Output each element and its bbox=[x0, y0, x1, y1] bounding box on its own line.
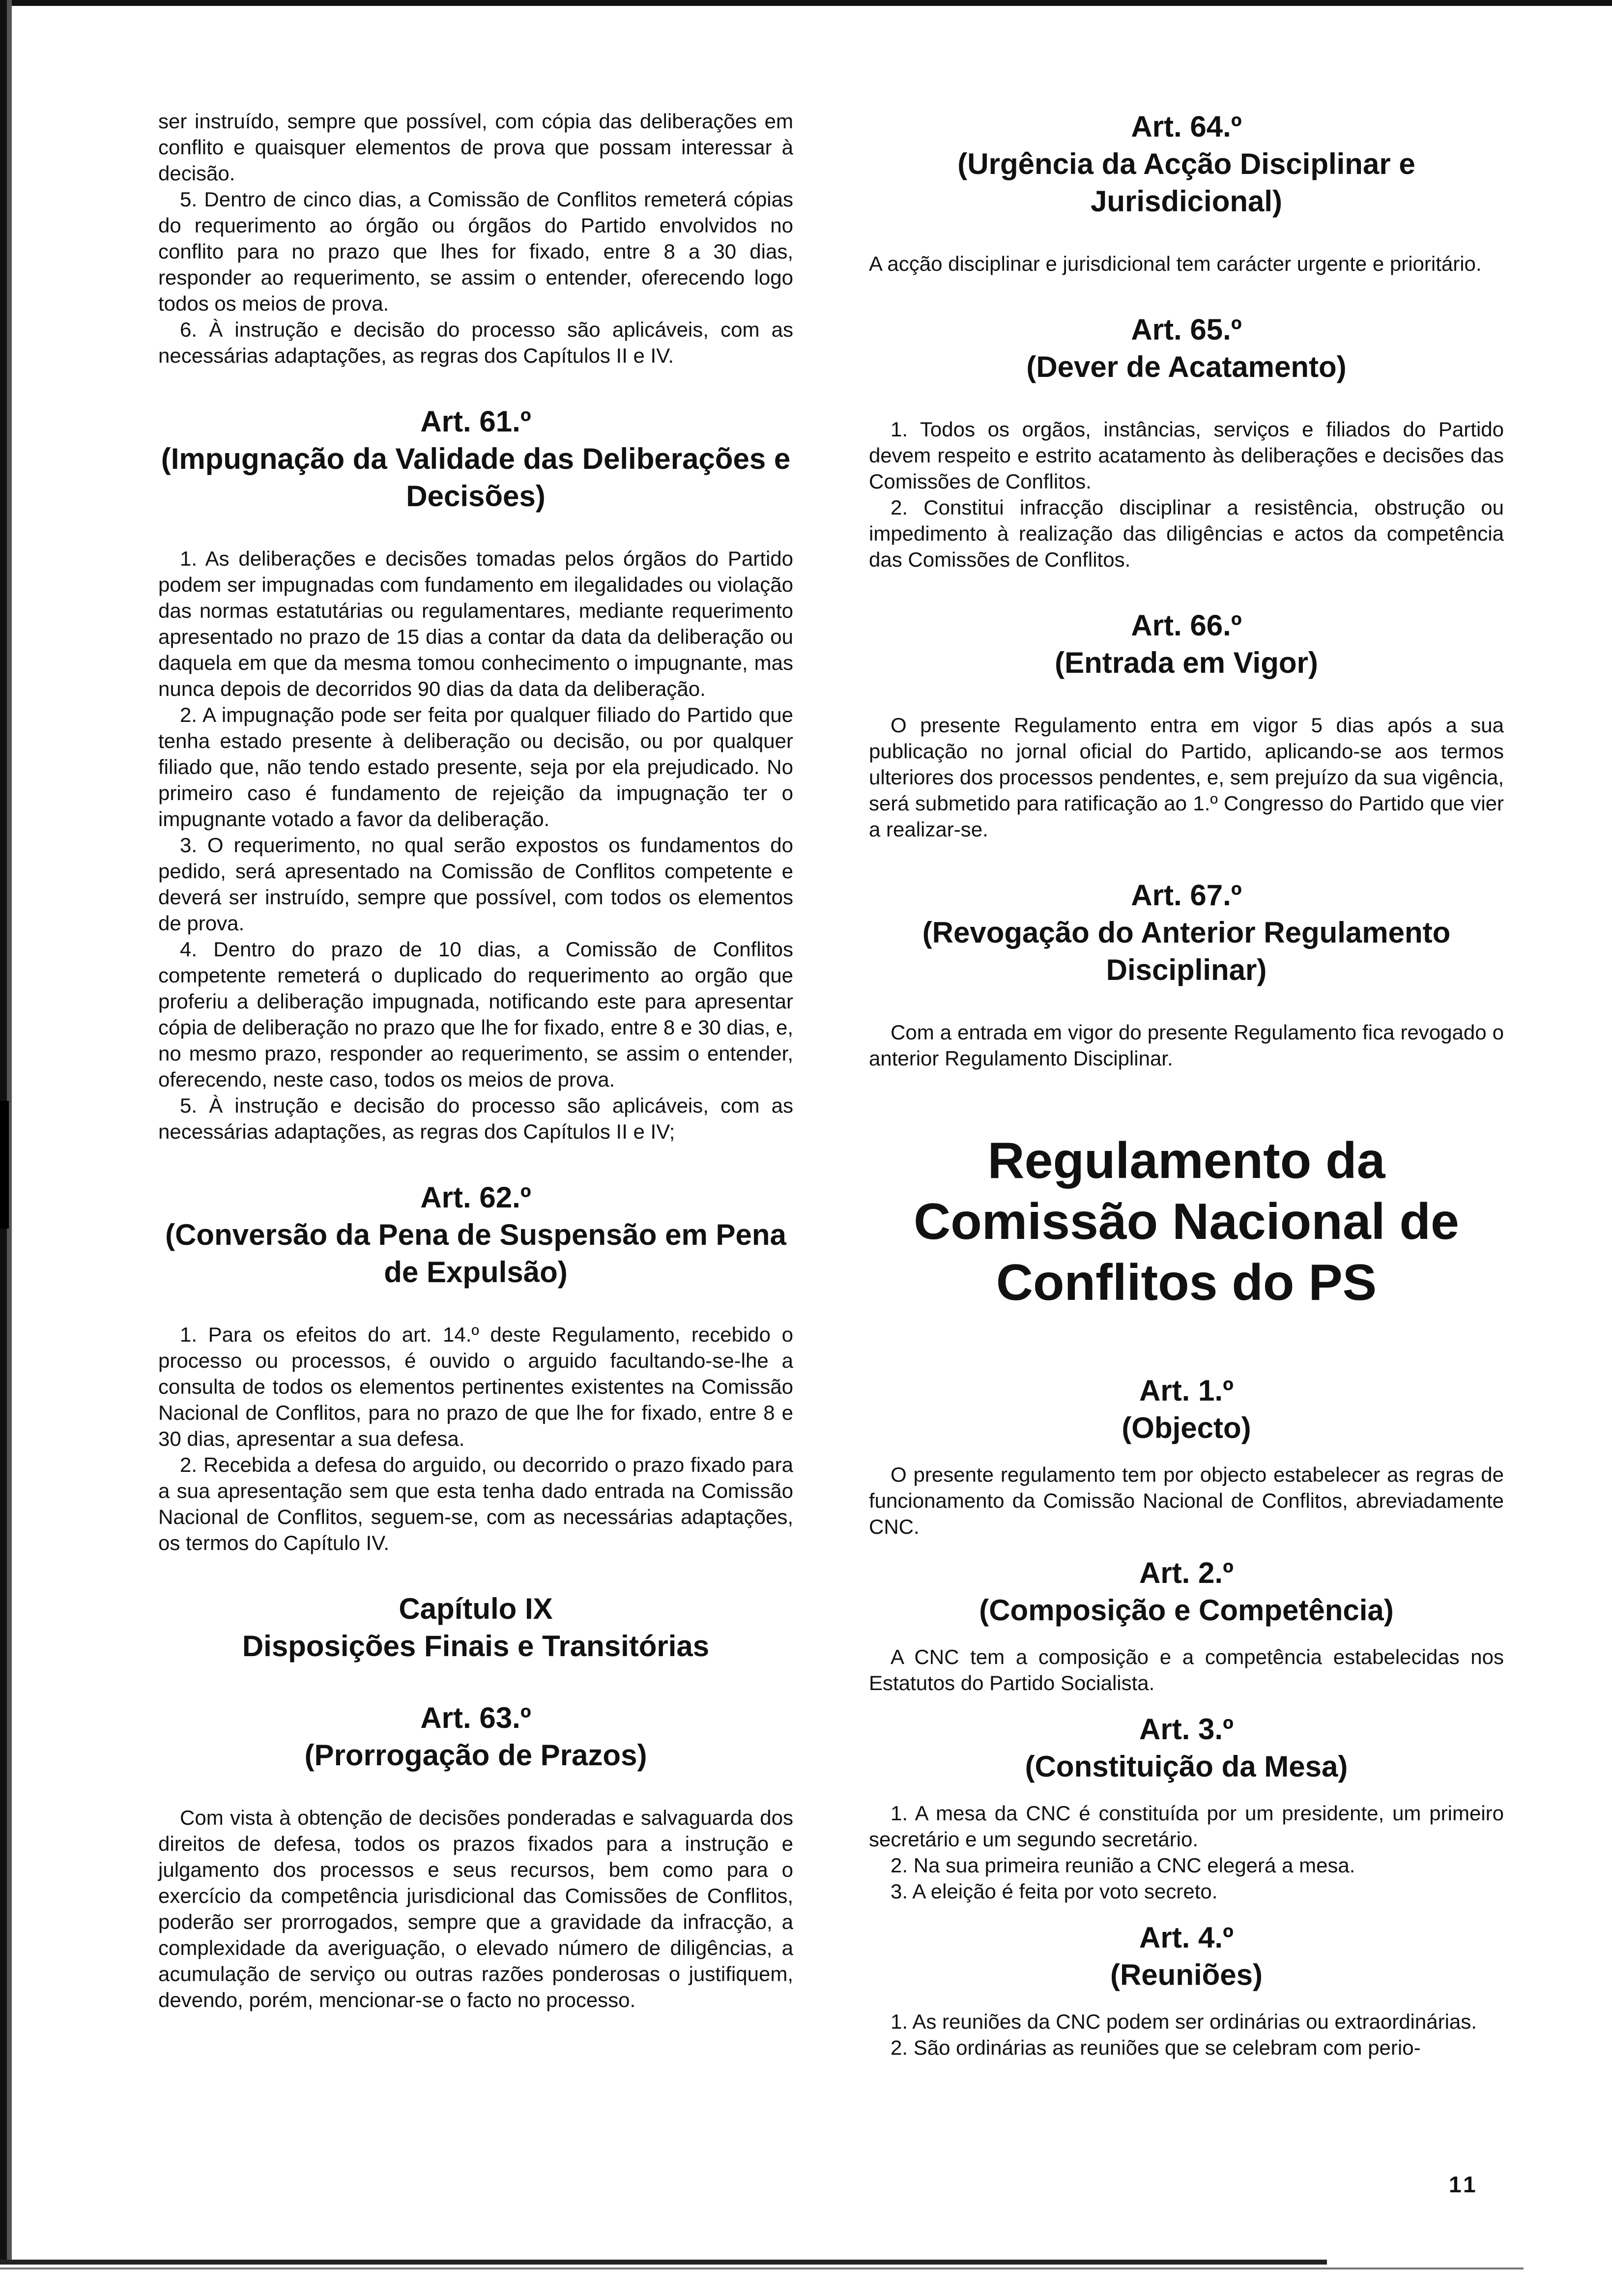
art-2-number: Art. 2.º bbox=[1139, 1556, 1234, 1589]
art-66-title: (Entrada em Vigor) bbox=[1055, 646, 1318, 679]
page-number: 11 bbox=[1449, 2172, 1479, 2197]
art-3-paragraph-2: 2. Na sua primeira reunião a CNC elegerá a mesa. bbox=[891, 1854, 1355, 1877]
art-1-heading bbox=[869, 1372, 1504, 1447]
art-61-paragraph-5: 5. À instrução e decisão do processo são aplicáveis, com as necessárias adaptações, as regras dos Capítulos II e IV; bbox=[158, 1094, 793, 1143]
art-3-number: Art. 3.º bbox=[1139, 1713, 1234, 1746]
art-4-paragraph-1: 1. As reuniões da CNC podem ser ordinárias ou extraordinárias. bbox=[891, 2010, 1477, 2033]
art-63-heading bbox=[158, 1699, 793, 1774]
art-4-paragraph-2: 2. São ordinárias as reuniões que se celebram com perio- bbox=[891, 2036, 1421, 2059]
art-3-heading bbox=[869, 1711, 1504, 1785]
art-2-title: (Composição e Competência) bbox=[979, 1594, 1394, 1627]
art-3-title: (Constituição da Mesa) bbox=[1025, 1750, 1348, 1783]
art-63-title: (Prorrogação de Prazos) bbox=[304, 1739, 647, 1772]
art-65-number: Art. 65.º bbox=[1131, 313, 1242, 346]
art-61-number: Art. 61.º bbox=[420, 405, 531, 438]
art-62-paragraph-1: 1. Para os efeitos do art. 14.º deste Regulamento, recebido o processo ou processos, é ouvido o arguido facultando-se-lhe a consulta de todos os elementos pertinentes existentes na Comissão Nacional de Conflitos, para no prazo de que lhe for fixado, entre 8 e 30 dias, apresentar a sua defesa. bbox=[158, 1323, 793, 1450]
chapter-9-title: Disposições Finais e Transitórias bbox=[242, 1630, 710, 1663]
intro-paragraph-2: 5. Dentro de cinco dias, a Comissão de Conflitos remeterá cópias do requerimento ao órgão ou órgãos do Partido envolvidos no conflito para no prazo que lhes for fixado, entre 8 a 30 dias, responder ao requerimento, se assim o entender, oferecendo logo todos os meios de prova. bbox=[158, 188, 793, 315]
art-1-number: Art. 1.º bbox=[1139, 1374, 1234, 1407]
art-2-heading bbox=[869, 1554, 1504, 1629]
art-67-number: Art. 67.º bbox=[1131, 879, 1242, 912]
art-3-paragraph-3: 3. A eleição é feita por voto secreto. bbox=[891, 1880, 1218, 1903]
art-61-paragraph-1: 1. As deliberações e decisões tomadas pelos órgãos do Partido podem ser impugnadas com fundamento em ilegalidades ou violação das normas estatutárias ou regulamentares, mediante requerimento apresentado no prazo de 15 dias a contar da data da deliberação ou daquela em que da mesma tomou conhecimento o impugnante, mas nunca depois de decorridos 90 dias da data da deliberação. bbox=[158, 547, 793, 700]
art-66-number: Art. 66.º bbox=[1131, 609, 1242, 642]
art-62-title: (Conversão da Pena de Suspensão em Pena de Expulsão) bbox=[165, 1218, 786, 1289]
art-67-title: (Revogação do Anterior Regulamento Disciplinar) bbox=[922, 916, 1451, 986]
art-3-paragraph-1: 1. A mesa da CNC é constituída por um presidente, um primeiro secretário e um segundo secretário. bbox=[869, 1802, 1504, 1851]
art-2-paragraph-1: A CNC tem a composição e a competência estabelecidas nos Estatutos do Partido Socialista. bbox=[869, 1645, 1504, 1694]
art-65-paragraph-1: 1. Todos os orgãos, instâncias, serviços e filiados do Partido devem respeito e estrito acatamento às deliberações e decisões das Comissões de Conflitos. bbox=[869, 418, 1504, 493]
art-61-heading bbox=[158, 403, 793, 515]
art-65-heading bbox=[869, 311, 1504, 386]
chapter-9-heading bbox=[158, 1590, 793, 1665]
art-1-paragraph-1: O presente regulamento tem por objecto estabelecer as regras de funcionamento da Comissão Nacional de Conflitos, abreviadamente CNC. bbox=[869, 1463, 1504, 1538]
art-61-paragraph-2: 2. A impugnação pode ser feita por qualquer filiado do Partido que tenha estado presente à deliberação ou decisão, ou por qualquer filiado que, não tendo estado presente, seja por ela prejudicado. No primeiro caso é fundamento de rejeição da impugnação ter o impugnante votado a favor da deliberação. bbox=[158, 703, 793, 831]
art-61-paragraph-3: 3. O requerimento, no qual serão expostos os fundamentos do pedido, será apresentado na Comissão de Conflitos competente e deverá ser instruído, sempre que possível, com todos os elementos de prova. bbox=[158, 833, 793, 935]
art-61-title: (Impugnação da Validade das Deliberações e Decisões) bbox=[161, 442, 791, 513]
right-column bbox=[869, 108, 1504, 2061]
intro-paragraph-3: 6. À instrução e decisão do processo são aplicáveis, com as necessárias adaptações, as regras dos Capítulos II e IV. bbox=[158, 318, 793, 367]
art-65-title: (Dever de Acatamento) bbox=[1026, 350, 1347, 383]
art-67-heading bbox=[869, 877, 1504, 989]
art-67-paragraph-1: Com a entrada em vigor do presente Regulamento fica revogado o anterior Regulamento Disciplinar. bbox=[869, 1021, 1504, 1070]
left-column bbox=[158, 108, 793, 2013]
art-66-paragraph-1: O presente Regulamento entra em vigor 5 dias após a sua publicação no jornal oficial do Partido, aplicando-se aos termos ulteriores dos processos pendentes, e, sem prejuízo da sua vigência, será submetido para ratificação ao 1.º Congresso do Partido que vier a realizar-se. bbox=[869, 714, 1504, 841]
art-4-number: Art. 4.º bbox=[1139, 1921, 1234, 1954]
art-1-title: (Objecto) bbox=[1122, 1411, 1251, 1444]
art-4-title: (Reuniões) bbox=[1110, 1958, 1263, 1991]
art-62-paragraph-2: 2. Recebida a defesa do arguido, ou decorrido o prazo fixado para a sua apresentação sem que esta tenha dado entrada na Comissão Nacional de Conflitos, seguem-se, com as necessárias adaptações, os termos do Capítulo IV. bbox=[158, 1453, 793, 1554]
chapter-9-number: Capítulo IX bbox=[399, 1592, 553, 1625]
art-64-heading bbox=[869, 108, 1504, 220]
art-62-number: Art. 62.º bbox=[420, 1181, 531, 1214]
art-4-heading bbox=[869, 1919, 1504, 1994]
art-64-paragraph-1: A acção disciplinar e jurisdicional tem carácter urgente e prioritário. bbox=[869, 252, 1482, 275]
art-66-heading bbox=[869, 607, 1504, 682]
art-65-paragraph-2: 2. Constitui infracção disciplinar a resistência, obstrução ou impedimento à realização das diligências e actos da competência das Comissões de Conflitos. bbox=[869, 496, 1504, 571]
art-64-number: Art. 64.º bbox=[1131, 110, 1242, 143]
art-61-paragraph-4: 4. Dentro do prazo de 10 dias, a Comissão de Conflitos competente remeterá o duplicado do requerimento ao orgão que proferiu a deliberação impugnada, notificando este para apresentar cópia de deliberação no prazo que lhe for fixado, entre 8 e 30 dias, e, no mesmo prazo, responder ao requerimento, se assim o entender, oferecendo, neste caso, todos os meios de prova. bbox=[158, 938, 793, 1091]
art-63-number: Art. 63.º bbox=[420, 1701, 531, 1734]
intro-paragraph-1: ser instruído, sempre que possível, com cópia das deliberações em conflito e quaisquer elementos de prova que possam interessar à decisão. bbox=[158, 110, 793, 185]
art-64-title: (Urgência da Acção Disciplinar e Jurisdicional) bbox=[957, 147, 1415, 218]
regulation-title: Regulamento da Comissão Nacional de Conflitos do PS bbox=[914, 1132, 1459, 1311]
art-62-heading bbox=[158, 1179, 793, 1291]
art-63-paragraph-1: Com vista à obtenção de decisões ponderadas e salvaguarda dos direitos de defesa, todos os prazos fixados para a instrução e julgamento dos processos e seus recursos, bem como para o exercício da competência jurisdicional das Comissões de Conflitos, poderão ser prorrogados, sempre que a gravidade da infracção, a complexidade da averiguação, o elevado número de diligências, a acumulação de serviço ou outras razões ponderosas o justifiquem, devendo, porém, mencionar-se o facto no processo. bbox=[158, 1806, 793, 2011]
